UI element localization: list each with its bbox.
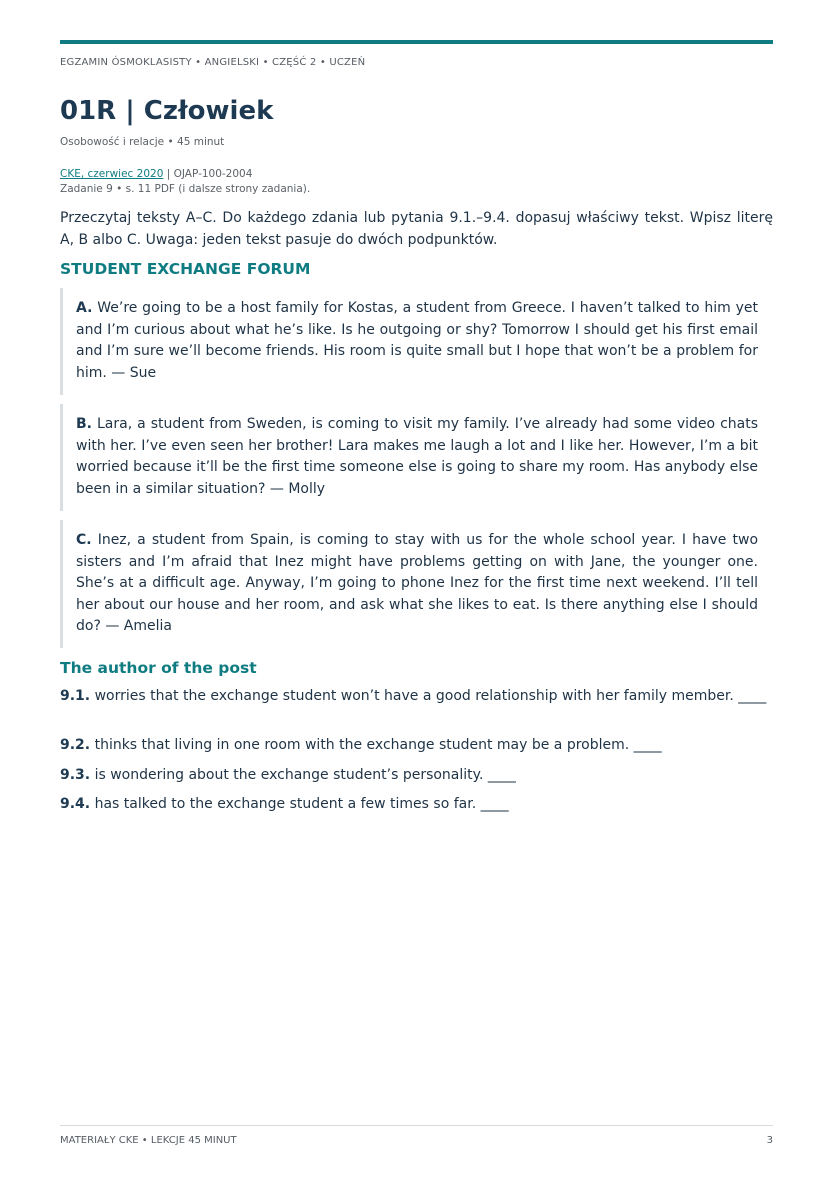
- post-a: [60, 288, 758, 395]
- forum-title: STUDENT EXCHANGE FORUM: [60, 260, 311, 278]
- top-accent-bar: [60, 40, 773, 44]
- post-letter: A.: [76, 300, 93, 316]
- post-text: Lara, a student from Sweden, is coming to visit my family. I’ve already had some video chats with her. I’ve even seen her brother! Lara makes me laugh a lot and I like her. However, I’m a bit worried because it’ll be the first time someone else is going to share my room. Has anybody else been in a similar situation? — Molly: [76, 416, 759, 497]
- source-info: [60, 167, 310, 197]
- questions-title: The author of the post: [60, 659, 257, 677]
- post-letter: B.: [76, 416, 92, 432]
- page-title: 01R | Człowiek: [60, 96, 274, 126]
- question-text: has talked to the exchange student a few times so far. ____: [94, 796, 509, 812]
- post-c: [60, 520, 758, 648]
- source-link[interactable]: CKE, czerwiec 2020: [60, 168, 164, 180]
- question-number: 9.1.: [60, 688, 91, 704]
- question-text: is wondering about the exchange student’s personality. ____: [94, 767, 516, 783]
- question-9-4: [60, 792, 773, 816]
- task-reference: Zadanie 9 • s. 11 PDF (i dalsze strony zadania).: [60, 183, 311, 195]
- question-text: worries that the exchange student won’t have a good relationship with her family member. ____: [94, 688, 767, 704]
- footer-divider: [60, 1125, 773, 1126]
- exam-header: EGZAMIN ÓSMOKLASISTY • ANGIELSKI • CZĘŚĆ 2 • UCZEŃ: [60, 57, 366, 68]
- question-9-3: [60, 763, 773, 787]
- post-b: [60, 404, 758, 511]
- question-number: 9.3.: [60, 767, 91, 783]
- task-instructions: Przeczytaj teksty A–C. Do każdego zdania lub pytania 9.1.–9.4. dopasuj właściwy tekst. Wpisz literę A, B albo C. Uwaga: jeden tekst pasuje do dwóch podpunktów.: [60, 210, 773, 248]
- question-number: 9.2.: [60, 737, 91, 753]
- question-9-2: [60, 733, 773, 757]
- page-subtitle: Osobowość i relacje • 45 minut: [60, 136, 225, 148]
- footer-label: MATERIAŁY CKE • LEKCJE 45 MINUT: [60, 1135, 237, 1146]
- post-text: We’re going to be a host family for Kostas, a student from Greece. I haven’t talked to him yet and I’m curious about what he’s like. Is he outgoing or shy? Tomorrow I should get his first email and I’m sure we’ll become friends. His room is quite small but I hope that won’t be a problem for him. — Sue: [76, 300, 758, 381]
- source-code: | OJAP-100-2004: [163, 168, 253, 180]
- question-text: thinks that living in one room with the exchange student may be a problem. ____: [94, 737, 662, 753]
- question-number: 9.4.: [60, 796, 91, 812]
- question-9-1: [60, 684, 773, 708]
- page-number: 3: [766, 1135, 773, 1146]
- post-text: Inez, a student from Spain, is coming to stay with us for the whole school year. I have two sisters and I’m afraid that Inez might have problems getting on with Jane, the younger one. She’s at a difficult age. Anyway, I’m going to phone Inez for the first time next weekend. I’ll tell her about our house and her room, and ask what she likes to eat. Is there anything else I should do? — Amelia: [76, 532, 759, 634]
- post-letter: C.: [76, 532, 92, 548]
